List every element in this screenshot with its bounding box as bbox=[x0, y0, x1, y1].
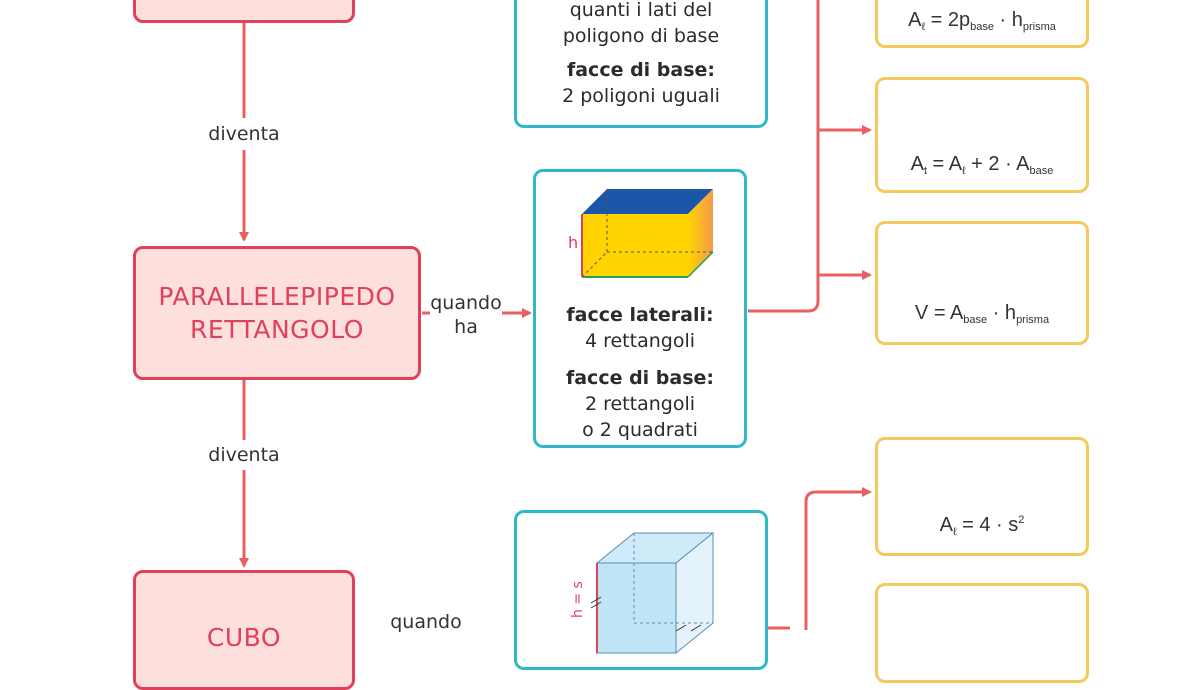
para-base-line1: 2 rettangoli bbox=[584, 393, 696, 415]
quando-ha-line2: ha bbox=[454, 316, 478, 338]
quando-cubo-label: quando bbox=[390, 611, 462, 633]
arrow-cube-lateral bbox=[806, 492, 870, 630]
para-h-label: h bbox=[568, 233, 579, 252]
prism-base-text: 2 poligoni uguali bbox=[562, 85, 720, 107]
total-area-box bbox=[875, 77, 1089, 193]
volume-box bbox=[875, 221, 1089, 345]
prism-properties-box bbox=[514, 0, 768, 128]
prism-base-label: facce di base: bbox=[566, 59, 716, 81]
lateral-area-box bbox=[875, 0, 1089, 48]
para-properties-box bbox=[533, 169, 747, 448]
lateral-area-formula: $A_\ell = 2p_{base} \cdot h_{prisma}$ bbox=[908, 9, 1056, 33]
quando-ha-line1: quando bbox=[430, 292, 502, 314]
para-base-line2: o 2 quadrati bbox=[582, 419, 698, 441]
total-area-formula: $A_t = A_\ell + 2 \cdot A_{base}$ bbox=[910, 153, 1054, 177]
para-lat-label: facce laterali: bbox=[566, 304, 714, 326]
cube-total-area-box bbox=[875, 583, 1089, 683]
parallelepipedo-node bbox=[133, 246, 421, 380]
prisma-node bbox=[133, 0, 355, 23]
prism-lat-line-b: quanti i lati del bbox=[569, 0, 713, 21]
cube-properties-box bbox=[514, 510, 768, 670]
para-base-label: facce di base: bbox=[565, 367, 715, 389]
cube-h-label: h = s bbox=[570, 581, 586, 619]
cube-lateral-area-box bbox=[875, 437, 1089, 556]
cube-lateral-area-formula: $A_\ell = 4 \cdot s^2$ bbox=[939, 514, 1025, 538]
parallelepipedo-line1: PARALLELEPIPEDO bbox=[158, 282, 396, 311]
para-front-face bbox=[582, 214, 688, 277]
cubo-node bbox=[133, 570, 355, 690]
prism-lat-line-c: poligono di base bbox=[562, 25, 720, 47]
quando-ha-label bbox=[426, 291, 506, 339]
volume-formula: $V = A_{base} \cdot h_{prisma}$ bbox=[914, 302, 1050, 326]
diventa-label-top: diventa bbox=[208, 123, 280, 145]
cubo-title: CUBO bbox=[206, 623, 282, 652]
cube-figure bbox=[517, 513, 771, 673]
diventa-label-bottom: diventa bbox=[208, 444, 280, 466]
cube-front-face bbox=[597, 563, 676, 653]
para-lat-text: 4 rettangoli bbox=[584, 330, 696, 352]
parallelepipedo-line2: RETTANGOLO bbox=[190, 315, 364, 344]
